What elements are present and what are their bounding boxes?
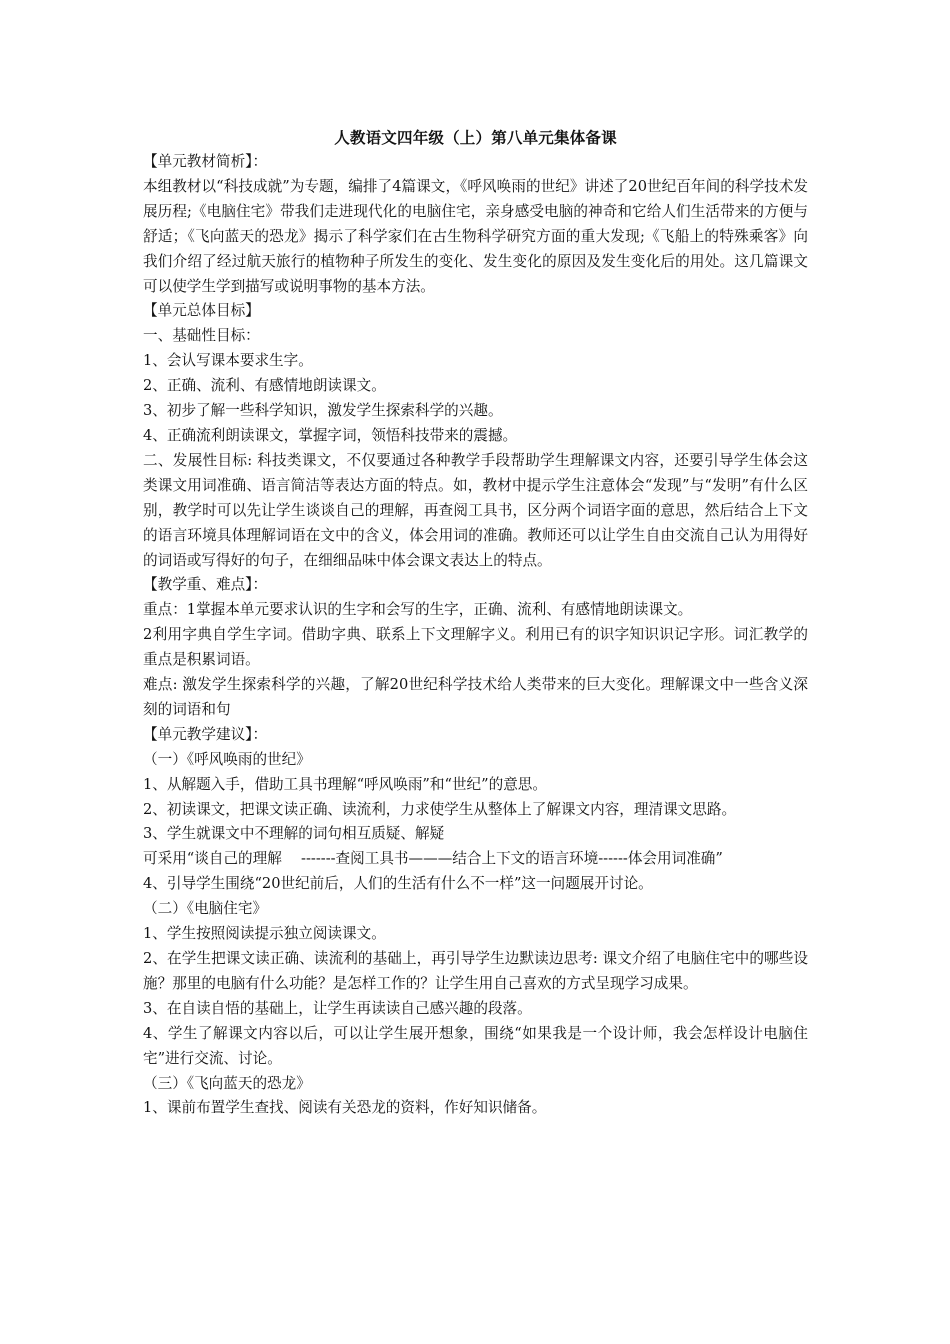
basic-goal-item: 3、初步了解一些科学知识，激发学生探索科学的兴趣。 <box>143 402 503 420</box>
analysis-paragraph: 本组教材以“科技成就”为专题，编排了4篇课文，《呼风唤雨的世纪》讲述了20世纪百年间的科学技术发展历程;《电脑住宅》带我们走进现代化的电脑住宅，亲身感受电脑的神奇和它给人们生活带来的方便与舒适；《飞向蓝天的恐龙》揭示了科学家们在古生物科学研究方面的重大发现;《飞船上的特殊乘客》向我们介绍了经过航天旅行的植物种子所发生的变化、发生变化的原因及发生变化后的用处。这几篇课文可以使学生学到描写或说明事物的基本方法。 <box>143 177 808 295</box>
lesson-heading: （三）《飞向蓝天的恐龙》 <box>143 1074 311 1092</box>
lesson-item: 4、学生了解课文内容以后，可以让学生展开想象，围绕“如果我是一个设计师，我会怎样设计电脑住宅”进行交流、讨论。 <box>143 1024 808 1067</box>
lesson-item: 1、学生按照阅读提示独立阅读课文。 <box>143 925 386 943</box>
lesson-item: 4、引导学生围绕“20世纪前后，人们的生活有什么不一样”这一问题展开讨论。 <box>143 875 653 893</box>
development-goals-paragraph: 二、发展性目标: 科技类课文，不仅要通过各种教学手段帮助学生理解课文内容，还要引导学生体会这类课文用词准确、语言简洁等表达方面的特点。如，教材中提示学生注意体会“发现”与“发明”有什么区别，教学时可以先让学生谈谈自己的理解，再查阅工具书，区分两个词语字面的意思，然后结合上下文的语言环境具体理解词语在文中的含义，体会用词的准确。教师还可以让学生自由交流自己认为用得好的词语或写得好的句子，在细细品味中体会课文表达上的特点。 <box>143 451 808 569</box>
lesson-item: 1、课前布置学生查找、阅读有关恐龙的资料，作好知识储备。 <box>143 1099 547 1117</box>
section-heading-suggestions: 【单元教学建议】： <box>143 725 268 743</box>
section-heading-goals: 【单元总体目标】 <box>143 302 260 320</box>
lesson-heading: （二）《电脑住宅》 <box>143 900 268 918</box>
key-point-line: 重点：1掌握本单元要求认识的生字和会写的生字，正确、流利、有感情地朗读课文。 <box>143 601 693 619</box>
document-title: 人教语文四年级（上）第八单元集体备课 <box>334 128 617 147</box>
basic-goal-item: 1、会认写课本要求生字。 <box>143 352 313 370</box>
lesson-heading: （一）《呼风唤雨的世纪》 <box>143 750 311 768</box>
basic-goal-item: 2、正确、流利、有感情地朗读课文。 <box>143 377 386 395</box>
lesson-item: 3、学生就课文中不理解的词句相互质疑、解疑 <box>143 825 445 843</box>
key-point-line: 2利用字典自学生字词。借助字典、联系上下文理解字义。利用已有的识字知识识记字形。词汇教学的重点是积累词语。 <box>143 626 808 669</box>
lesson-item: 可采用“谈自己的理解 -------查阅工具书———结合上下文的语言环境------体会用词准确” <box>143 850 723 868</box>
section-heading-analysis: 【单元教材简析】： <box>143 153 268 170</box>
document-page <box>143 125 808 1121</box>
lesson-item: 2、初读课文，把课文读正确、读流利，力求使学生从整体上了解课文内容，理清课文思路。 <box>143 800 737 818</box>
basic-goal-item: 4、正确流利朗读课文，掌握字词，领悟科技带来的震撼。 <box>143 426 518 444</box>
basic-goals-heading: 一、基础性目标： <box>143 327 260 345</box>
section-heading-key-points: 【教学重、难点】： <box>143 576 268 594</box>
lesson-item: 3、在自读自悟的基础上，让学生再读读自己感兴趣的段落。 <box>143 999 532 1017</box>
lesson-item: 2、在学生把课文读正确、读流利的基础上，再引导学生边默读边思考: 课文介绍了电脑住宅中的哪些设施？那里的电脑有什么功能？是怎样工作的？让学生用自己喜欢的方式呈现学习成果。 <box>143 950 808 992</box>
lesson-item: 1、从解题入手，借助工具书理解“呼风唤雨”和“世纪”的意思。 <box>143 775 547 793</box>
difficulty-line: 难点: 激发学生探索科学的兴趣，了解20世纪科学技术给人类带来的巨大变化。理解课文中一些含义深刻的词语和句 <box>143 676 808 718</box>
